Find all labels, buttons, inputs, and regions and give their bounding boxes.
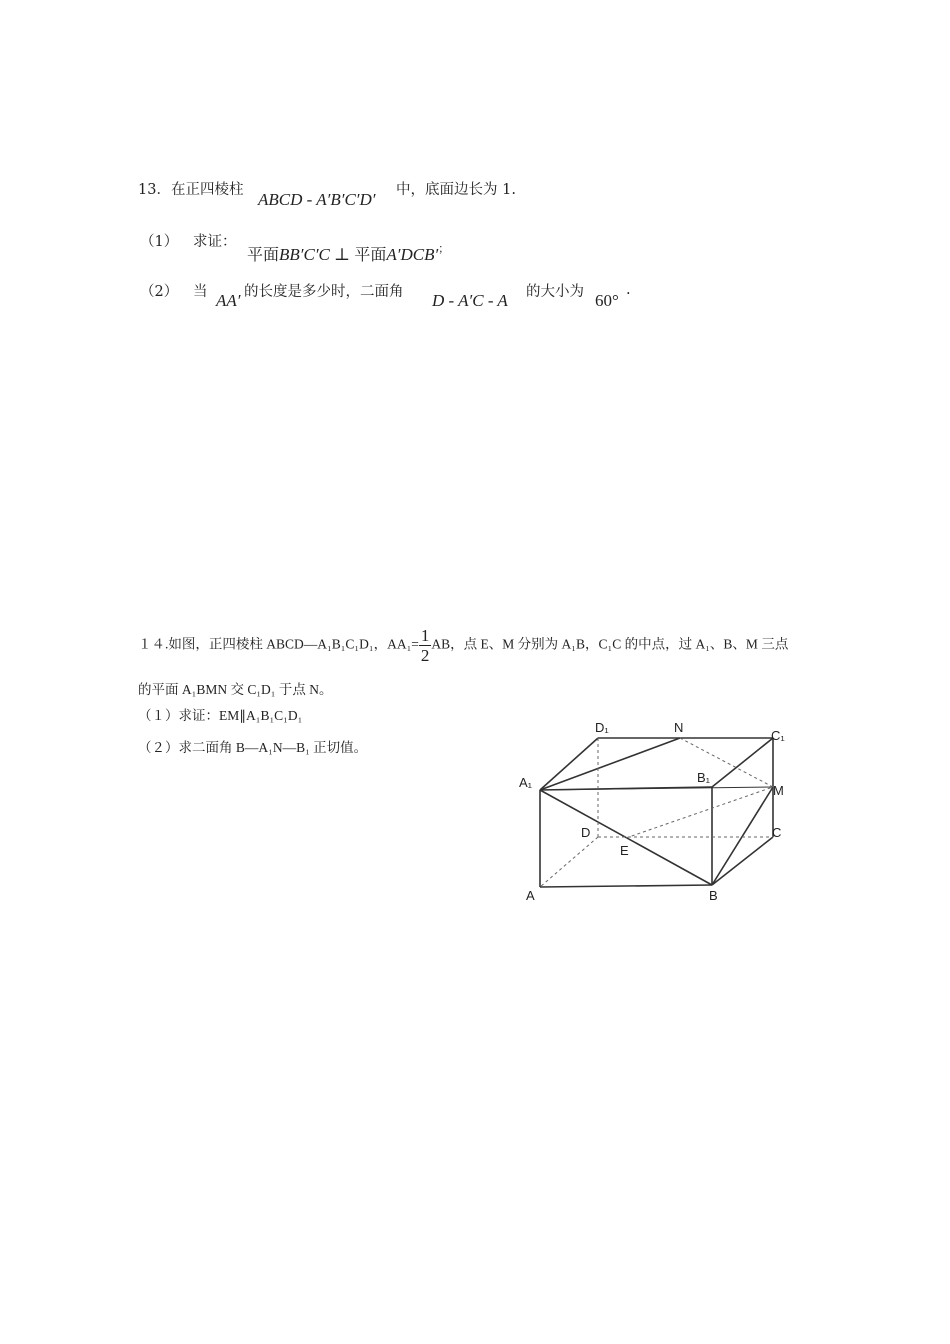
perp-symbol: ⊥ [329, 245, 355, 264]
q13-part2-when: 当 [193, 284, 208, 300]
q14-line1-a: １４.如图，正四棱柱 ABCD—A₁B₁C₁D₁，AA₁= [138, 636, 419, 652]
line-NM [680, 738, 773, 787]
edge-C1B1 [712, 738, 773, 787]
q13-part2-seg: AA′ [216, 291, 241, 310]
label-B1: B₁ [697, 770, 711, 785]
q13-part1-prompt: 求证： [193, 234, 237, 250]
label-C1: C₁ [771, 728, 785, 743]
q13-part2-mid: 的长度是多少时，二面角 [244, 284, 404, 300]
semicolon: ； [438, 242, 450, 255]
label-E: E [620, 843, 629, 858]
edge-A1D1 [540, 738, 598, 790]
q13-part2-value: 60° [595, 291, 619, 310]
line-BM [712, 787, 773, 885]
frac-den: 2 [420, 646, 430, 665]
q14-line2: 的平面 A₁BMN 交 C₁D₁ 于点 N。 [138, 682, 333, 697]
line-EM [626, 787, 773, 838]
plane-word-1: 平面 [247, 245, 280, 264]
label-N: N [674, 720, 684, 735]
plane-1: BB′C′C [279, 245, 330, 264]
q13-part2-label: （2） [140, 284, 179, 300]
edge-BC [712, 837, 773, 885]
line-A1N [540, 738, 680, 790]
q13-part2-angle: D - A′C - A [432, 291, 508, 310]
q13-part2-size: 的大小为 [526, 284, 584, 300]
label-B: B [709, 888, 718, 903]
q13-line1-tail: 中，底面边长为 1. [396, 182, 516, 198]
q13-part2-end: . [626, 282, 631, 298]
q14-part1: （１）求证：EM∥A₁B₁C₁D₁ [138, 708, 303, 723]
label-A1: A₁ [519, 775, 533, 790]
label-A: A [526, 888, 535, 903]
q13-number: 13．在正四棱柱 [138, 182, 244, 198]
label-M: M [773, 783, 784, 798]
prism-figure [515, 715, 815, 910]
label-D: D [581, 825, 591, 840]
edge-AB [540, 885, 712, 887]
q14-line1 [138, 626, 788, 665]
q14-line1-b: AB，点 E、M 分别为 A₁B，C₁C 的中点，过 A₁、B、M 三点 [431, 636, 789, 652]
label-D1: D₁ [595, 720, 609, 735]
q13-part1-statement [247, 240, 449, 265]
plane-2: A′DCB′ [386, 245, 439, 264]
edge-DA [540, 837, 598, 887]
q13-line1 [138, 178, 243, 199]
q13-prism-formula [258, 190, 376, 210]
fraction-half [419, 626, 432, 665]
plane-word-2: 平面 [354, 245, 387, 264]
label-C: C [772, 825, 782, 840]
q13-part1-label: （1） [140, 234, 179, 250]
frac-num: 1 [420, 626, 430, 645]
prism-name: ABCD - A′B′C′D′ [258, 190, 376, 209]
q14-part2: （２）求二面角 B—A₁N—B₁ 正切值。 [138, 740, 368, 755]
